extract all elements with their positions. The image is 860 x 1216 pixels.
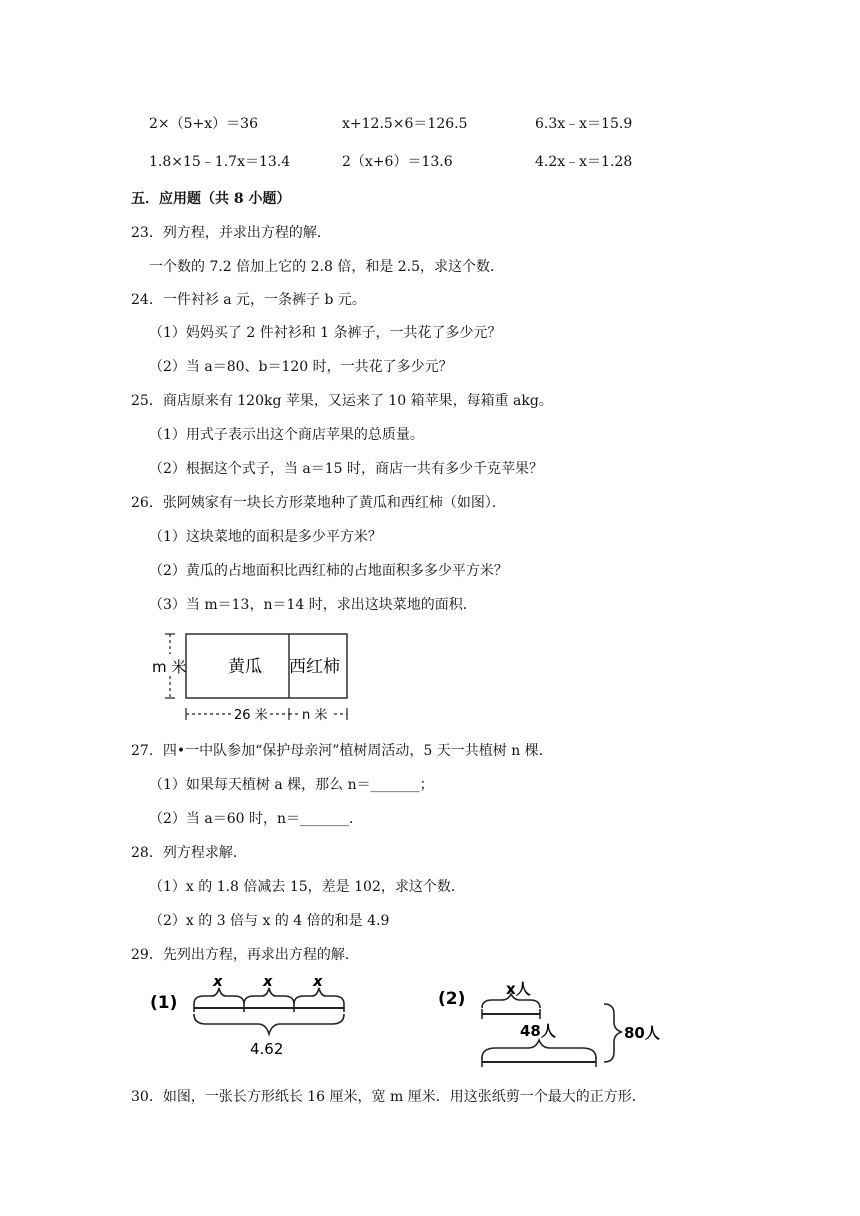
cucumber-label: 黄瓜 — [228, 657, 262, 677]
brace-figure-2 — [436, 974, 670, 1070]
x-label-2: x — [263, 978, 273, 990]
equation-2-3: 4.2x﹣x＝1.28 — [535, 154, 633, 170]
garden-figure — [148, 628, 368, 724]
brace-figure-1 — [148, 978, 358, 1066]
q30-title: 30．如图，一张长方形纸长 16 厘米，宽 m 厘米．用这张纸剪一个最大的正方形． — [131, 1089, 646, 1105]
width-label: m 米 — [152, 658, 187, 676]
figure1-label: (1) — [150, 993, 178, 1013]
q24-title: 24．一件衬衫 a 元，一条裤子 b 元。 — [131, 292, 366, 308]
bottom-right-label: n 米 — [302, 708, 328, 723]
equation-1-3: 6.3x﹣x＝15.9 — [535, 116, 633, 132]
top-label-2: x人 — [506, 980, 531, 998]
bottom-left-label: 26 米 — [234, 708, 268, 723]
q26-part3: （3）当 m＝13，n＝14 时，求出这块菜地的面积． — [149, 597, 477, 613]
q28-part1: （1）x 的 1.8 倍减去 15，差是 102，求这个数． — [149, 879, 465, 895]
q23-body: 一个数的 7.2 倍加上它的 2.8 倍，和是 2.5，求这个数． — [149, 259, 505, 275]
tomato-label: 西红柿 — [289, 657, 340, 677]
total-label-1: 4.62 — [250, 1040, 284, 1058]
q26-title: 26．张阿姨家有一块长方形菜地种了黄瓜和西红柿（如图）． — [131, 495, 506, 511]
q25-part1: （1）用式子表示出这个商店苹果的总质量。 — [149, 427, 424, 443]
equation-2-1: 1.8×15﹣1.7x＝13.4 — [149, 154, 291, 170]
q28-part2: （2）x 的 3 倍与 x 的 4 倍的和是 4.9 — [149, 913, 390, 929]
equation-2-2: 2（x+6）＝13.6 — [342, 154, 453, 170]
equation-1-2: x+12.5×6＝126.5 — [342, 116, 468, 132]
q29-title: 29．先列出方程，再求出方程的解． — [131, 947, 359, 963]
q27-part1: （1）如果每天植树 a 棵，那么 n＝_______； — [149, 777, 434, 793]
q27-part2: （2）当 a＝60 时，n＝_______． — [149, 811, 363, 827]
q26-part1: （1）这块菜地的面积是多少平方米？ — [149, 529, 382, 545]
section-title: 五．应用题（共 8 小题） — [131, 191, 291, 207]
x-label-1: x — [213, 978, 223, 990]
q23-title: 23．列方程，并求出方程的解． — [131, 225, 331, 241]
total-label-2: 80人 — [624, 1024, 660, 1042]
q25-part2: （2）根据这个式子，当 a＝15 时，商店一共有多少千克苹果？ — [149, 461, 543, 477]
q24-part1: （1）妈妈买了 2 件衬衫和 1 条裤子，一共花了多少元？ — [149, 325, 502, 341]
q26-part2: （2）黄瓜的占地面积比西红柿的占地面积多多少平方米？ — [149, 563, 508, 579]
q27-title: 27．四•一中队参加“保护母亲河”植树周活动，5 天一共植树 n 棵． — [131, 743, 553, 759]
q28-title: 28．列方程求解． — [131, 845, 247, 861]
q24-part2: （2）当 a＝80、b＝120 时，一共花了多少元？ — [149, 359, 453, 375]
mid-label-2: 48人 — [520, 1022, 556, 1040]
q25-title: 25．商店原来有 120kg 苹果，又运来了 10 箱苹果，每箱重 akg。 — [131, 393, 553, 409]
x-label-3: x — [313, 978, 323, 990]
figure2-label: (2) — [438, 989, 466, 1009]
equation-1-1: 2×（5+x）＝36 — [149, 116, 258, 132]
